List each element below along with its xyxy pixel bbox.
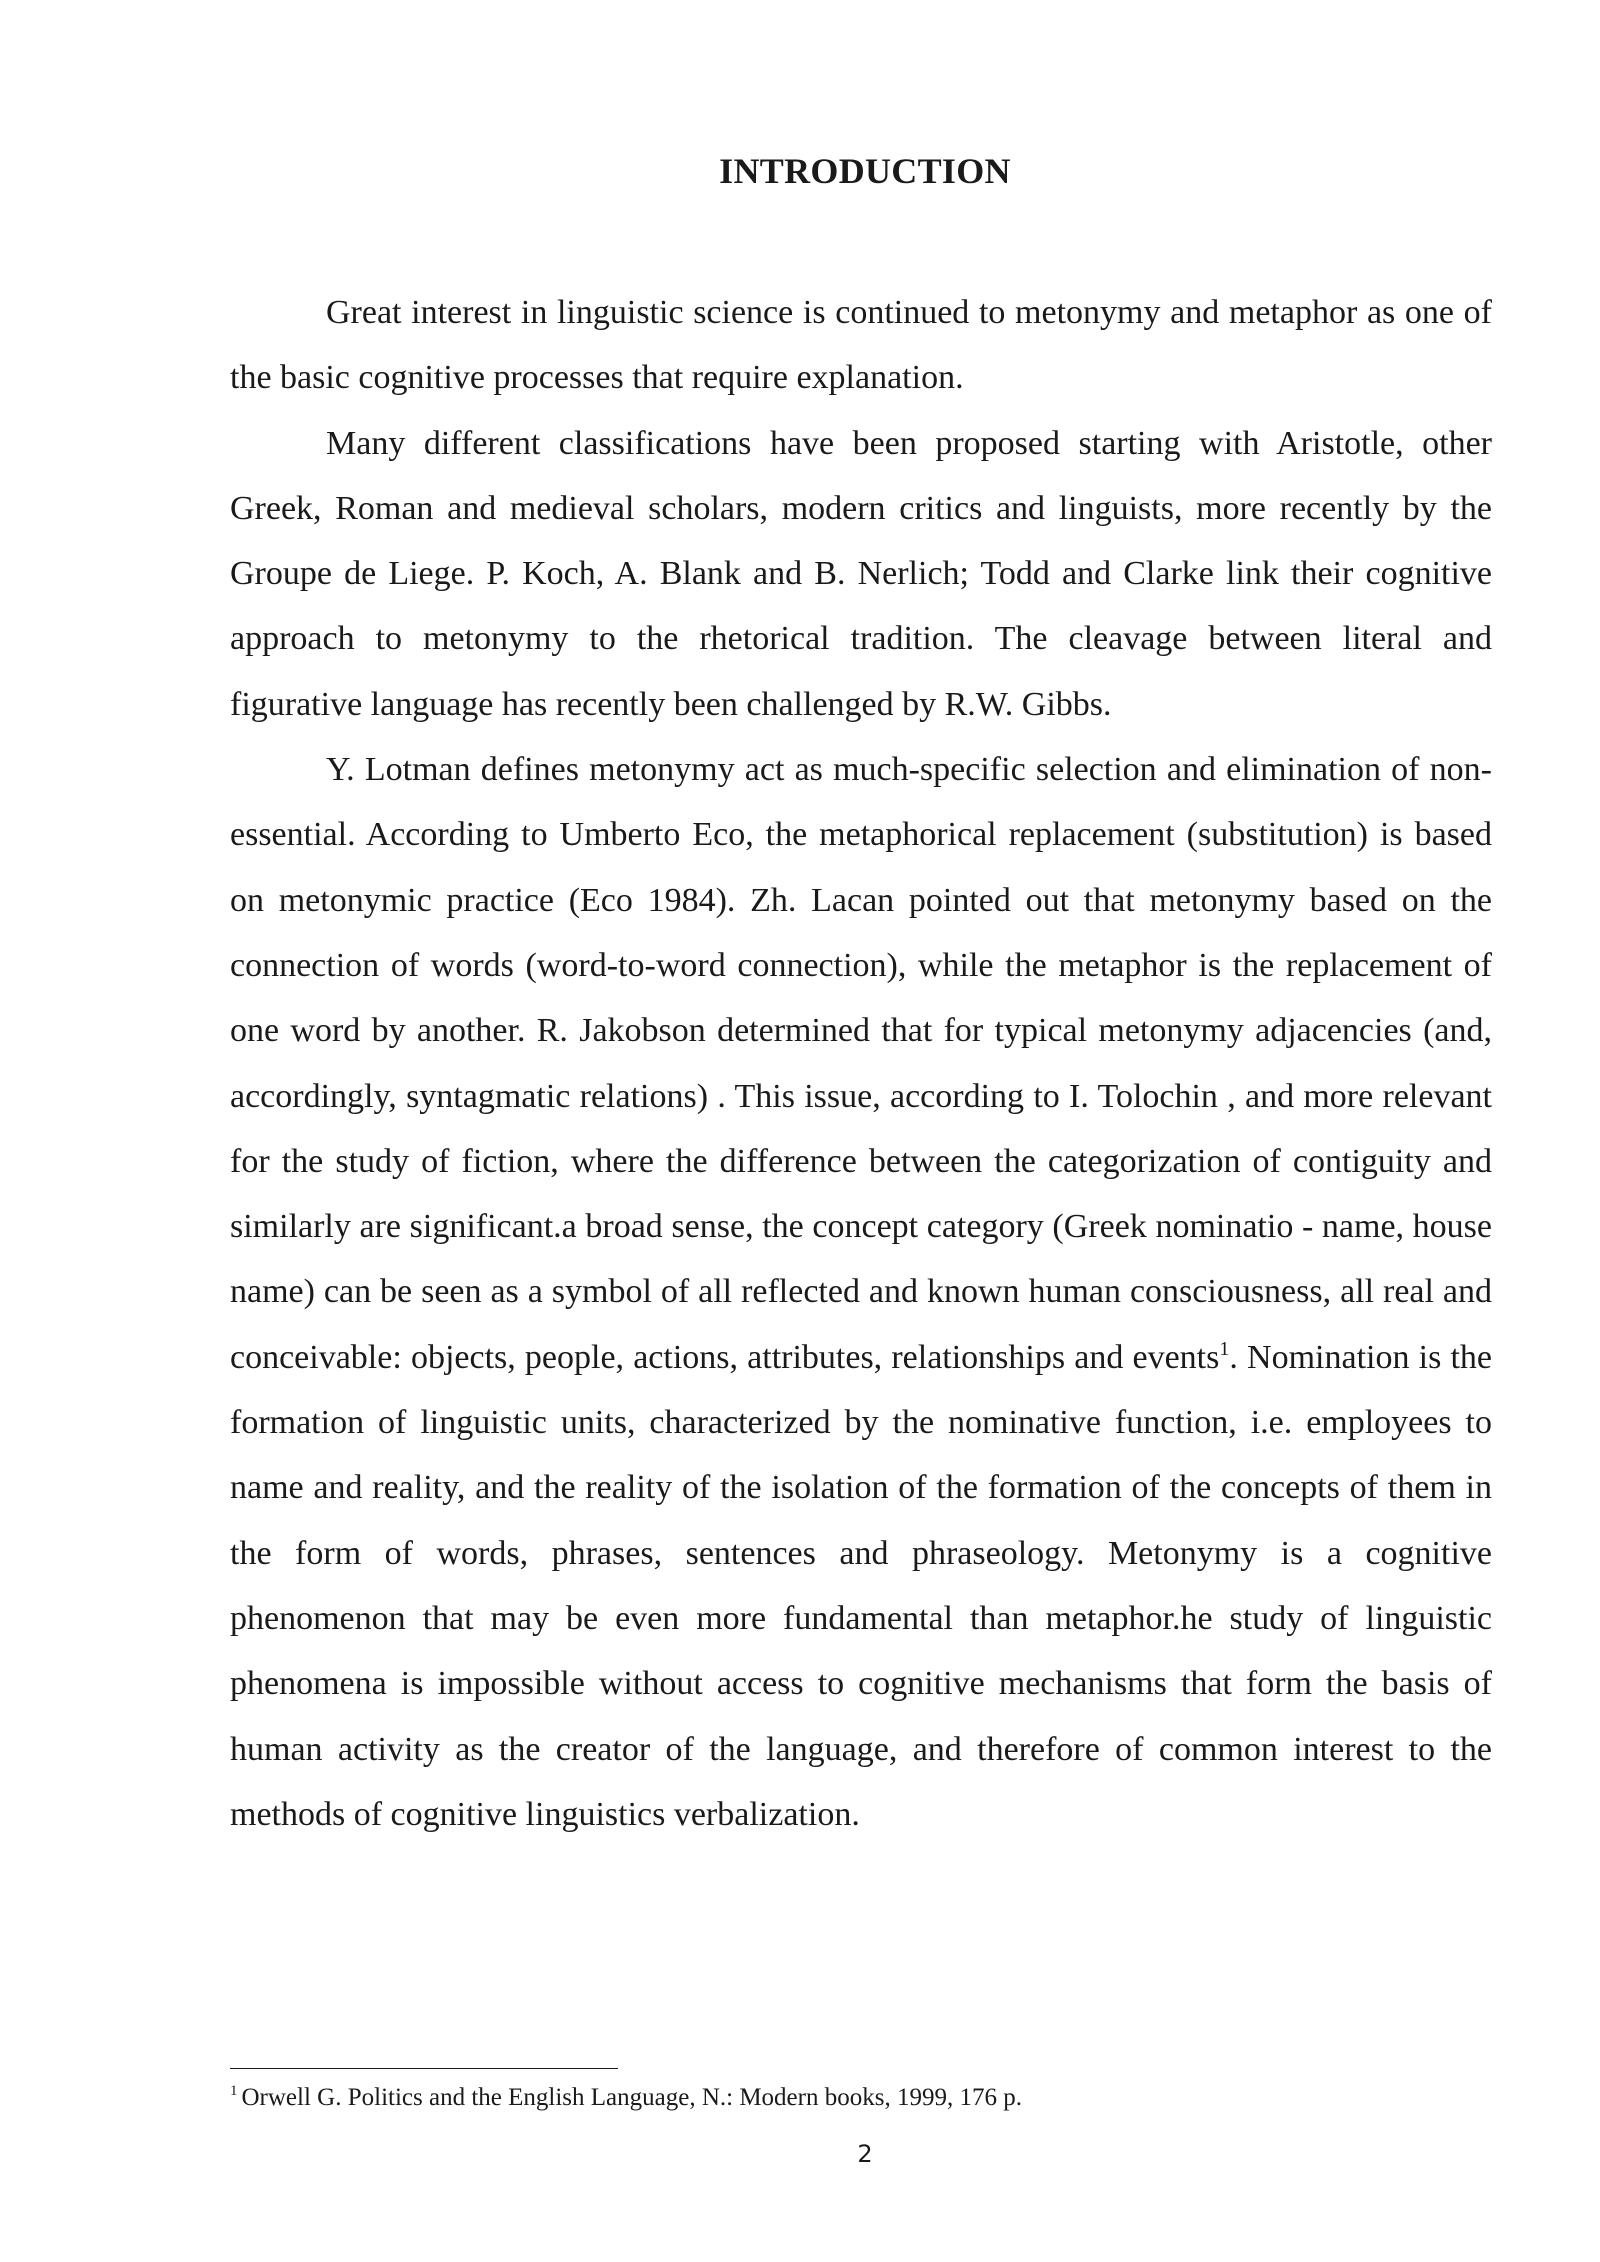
paragraph-3-continuation: . Nomination is the formation of linguistic units, characterized by the nominative function, i.e. employees to name and reality, and the reality of the isolation of the formation of the concepts of them in the form of words, phrases, sentences and phraseology. Metonymy is a cognitive phenomenon that may be even more fundamental than metaphor.he study of linguistic phenomena is impossible without access to cognitive mechanisms that form the basis of human activity as the creator of the language, and therefore of common interest to the methods of cognitive linguistics verbalization. xyxy=(230,1338,1492,1833)
footnote-reference: 1 xyxy=(1219,1337,1230,1360)
footnote-separator xyxy=(230,2068,618,2069)
body-text xyxy=(230,280,1492,1847)
paragraph-3-text: Y. Lotman defines metonymy act as much-specific selection and elimination of non-essential. According to Umberto Eco, the metaphorical replacement (substitution) is based on metonymic practice (Eco 1984). Zh. Lacan pointed out that metonymy based on the connection of words (word-to-word connection), while the metaphor is the replacement of one word by another. R. Jakobson determined that for typical metonymy adjacencies (and, accordingly, syntagmatic relations) . This issue, according to I. Tolochin , and more relevant for the study of fiction, where the difference between the categorization of contiguity and similarly are significant.a broad sense, the concept category (Greek nominatio - name, house name) can be seen as a symbol of all reflected and known human consciousness, all real and conceivable: objects, people, actions, attributes, relationships and events xyxy=(230,751,1492,1376)
paragraph-3 xyxy=(230,737,1492,1847)
footnote-text: Orwell G. Politics and the English Language, N.: Modern books, 1999, 176 p. xyxy=(241,2084,1022,2111)
page-number: 2 xyxy=(857,2140,873,2168)
page-title: INTRODUCTION xyxy=(719,151,1011,191)
paragraph-1: Great interest in linguistic science is continued to metonymy and metaphor as one of the basic cognitive processes that require explanation. xyxy=(230,294,1492,397)
paragraph-2: Many different classifications have been proposed starting with Aristotle, other Greek, Roman and medieval scholars, modern critics and linguists, more recently by the Groupe de Liege. P. Koch, A. Blank and B. Nerlich; Todd and Clarke link their cognitive approach to metonymy to the rhetorical tradition. The cleavage between literal and figurative language has recently been challenged by R.W. Gibbs. xyxy=(230,424,1492,723)
footnote-marker: 1 xyxy=(230,2083,238,2099)
footnote xyxy=(230,2082,1492,2114)
